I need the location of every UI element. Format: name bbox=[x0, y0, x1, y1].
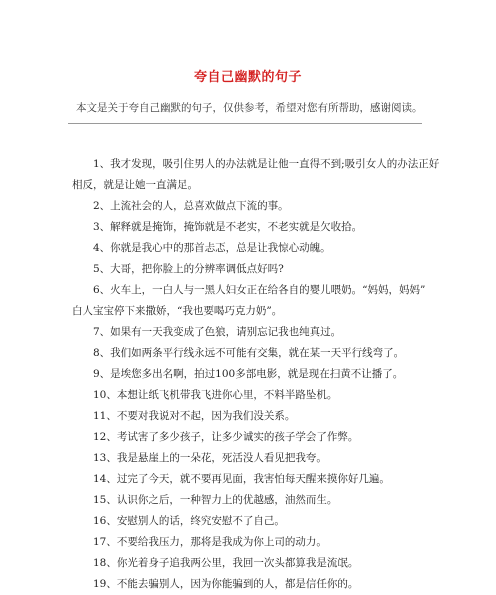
list-item-text: 15、认识你之后，一种智力上的优越感，油然而生。 bbox=[93, 494, 338, 506]
quote-list bbox=[72, 154, 440, 595]
list-item bbox=[72, 574, 432, 595]
list-item bbox=[72, 364, 432, 385]
list-item-text: 11、不要对我说对不起，因为我们没关系。 bbox=[93, 410, 296, 422]
list-item-text: 17、不要给我压力，那将是我成为你上司的动力。 bbox=[93, 536, 327, 548]
list-item bbox=[72, 511, 432, 532]
document-title: 夸自己幽默的句子 bbox=[193, 70, 302, 85]
list-item bbox=[72, 238, 432, 259]
list-item bbox=[72, 406, 432, 427]
horizontal-rule bbox=[68, 123, 422, 124]
list-item-text: 19、不能去骗别人，因为你能骗到的人，都是信任你的。 bbox=[93, 578, 359, 590]
list-item bbox=[72, 532, 432, 553]
list-item-continuation: 相反，就是让她一直满足。 bbox=[72, 179, 198, 191]
list-item-text: 18、你光着身子追我两公里，我回一次头都算我是流氓。 bbox=[93, 557, 359, 569]
list-item bbox=[72, 154, 440, 196]
list-item bbox=[72, 343, 432, 364]
list-item-text: 2、上流社会的人，总喜欢做点下流的事。 bbox=[93, 200, 289, 212]
list-item bbox=[72, 448, 432, 469]
list-item bbox=[72, 385, 432, 406]
list-item-text: 6、火车上，一白人与一黑人妇女正在给各自的婴儿喂奶。“妈妈，妈妈” bbox=[93, 284, 426, 296]
list-item-text: 1、我才发现，吸引住男人的办法就是让他一直得不到;吸引女人的办法正好 bbox=[93, 158, 440, 170]
list-item-text: 8、我们如两条平行线永远不可能有交集，就在某一天平行线弯了。 bbox=[93, 347, 405, 359]
list-item-text: 9、是埃您多出名啊，拍过100多部电影，就是现在扫黄不让播了。 bbox=[93, 368, 404, 380]
list-item bbox=[72, 259, 432, 280]
list-item bbox=[72, 427, 432, 448]
list-item-text: 12、考试害了多少孩子，让多少诚实的孩子学会了作弊。 bbox=[93, 431, 359, 443]
list-item bbox=[72, 469, 432, 490]
list-item-continuation: 白人宝宝停下来撒娇，“我也要喝巧克力奶”。 bbox=[72, 305, 283, 317]
list-item bbox=[72, 217, 432, 238]
list-item-text: 4、你就是我心中的那首忐忑，总是让我惊心动魄。 bbox=[93, 242, 331, 254]
list-item-text: 10、本想让纸飞机带我飞进你心里，不料半路坠机。 bbox=[93, 389, 338, 401]
list-item-text: 7、如果有一天我变成了色狼，请别忘记我也纯真过。 bbox=[93, 326, 342, 338]
list-item bbox=[72, 322, 432, 343]
list-item-text: 5、大哥，把你脸上的分辨率调低点好吗? bbox=[93, 263, 284, 275]
list-item bbox=[72, 553, 432, 574]
list-item bbox=[72, 490, 432, 511]
list-item-text: 14、过完了今天，就不要再见面，我害怕每天醒来摸你好几遍。 bbox=[93, 473, 390, 485]
list-item-text: 13、我是悬崖上的一朵花，死活没人看见把我夸。 bbox=[93, 452, 327, 464]
list-item bbox=[72, 196, 432, 217]
list-item-text: 3、解释就是掩饰，掩饰就是不老实，不老实就是欠收拾。 bbox=[93, 221, 363, 233]
list-item-text: 16、安慰别人的话，终究安慰不了自己。 bbox=[93, 515, 285, 527]
intro-text: 本文是关于夸自己幽默的句子，仅供参考，希望对您有所帮助，感谢阅读。 bbox=[76, 102, 423, 114]
list-item bbox=[72, 280, 432, 322]
